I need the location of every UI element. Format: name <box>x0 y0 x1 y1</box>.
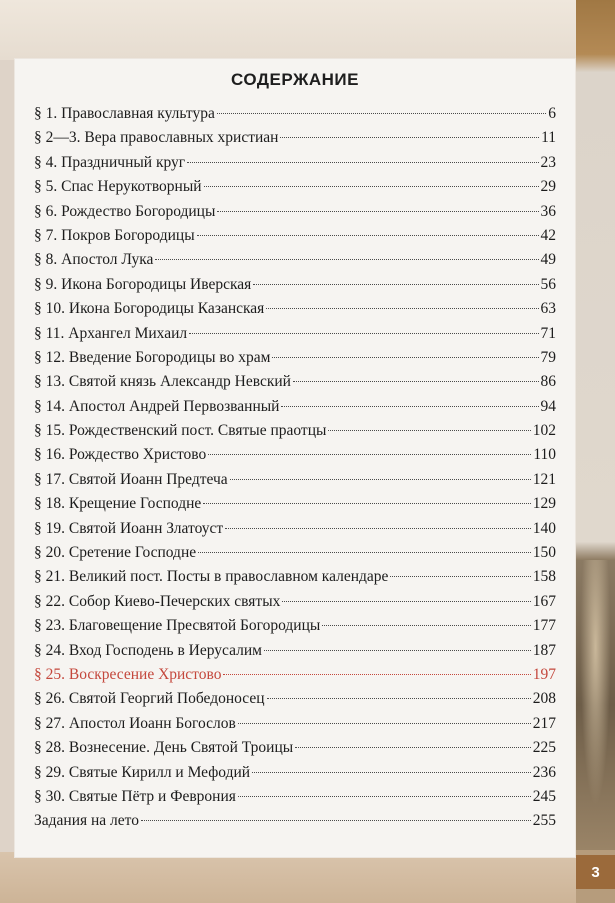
toc-entry-label: § 16. Рождество Христово <box>34 446 207 464</box>
dot-leader <box>267 698 531 699</box>
toc-entry <box>34 736 556 760</box>
toc-entry-page-number: 167 <box>532 592 556 610</box>
toc-entry <box>34 248 556 272</box>
toc-entry <box>34 443 556 467</box>
toc-entry <box>34 224 556 248</box>
toc-entry-page-number: 177 <box>532 617 556 635</box>
toc-entry <box>34 395 556 419</box>
dot-leader <box>198 552 531 553</box>
toc-entry-page-number: 236 <box>532 763 556 781</box>
toc-entry <box>34 175 556 199</box>
page-top-band <box>0 0 580 60</box>
dot-leader <box>390 576 530 577</box>
page-bottom-band <box>0 852 576 903</box>
toc-entry-page-number: 79 <box>540 348 556 366</box>
dot-leader <box>293 381 539 382</box>
toc-entry-label: § 1. Православная культура <box>34 105 215 122</box>
toc-entry-label: § 11. Архангел Михаил <box>34 324 188 342</box>
toc-entry-page-number: 11 <box>541 129 556 147</box>
toc-entry-label: § 27. Апостол Иоанн Богослов <box>34 714 236 732</box>
toc-entry-page-number: 63 <box>540 300 556 318</box>
toc-entry-label: Задания на лето <box>34 812 139 830</box>
toc-entry-label: § 15. Рождественский пост. Святые праотцы <box>34 422 327 440</box>
toc-entry <box>34 273 556 297</box>
toc-entry <box>34 687 556 711</box>
toc-entry-label: § 25. Воскресение Христово <box>34 665 222 683</box>
toc-entry <box>34 468 556 492</box>
toc-entry-page-number: 255 <box>532 812 556 830</box>
toc-entry <box>34 297 556 321</box>
dot-leader <box>155 259 538 260</box>
toc-entry-page-number: 225 <box>532 739 556 757</box>
toc-entry-page-number: 158 <box>532 568 556 586</box>
toc-entry-label: § 13. Святой князь Александр Невский <box>34 373 291 391</box>
toc-entry-label: § 29. Святые Кирилл и Мефодий <box>34 763 251 781</box>
toc-entry <box>34 541 556 565</box>
toc-entry-label: § 23. Благовещение Пресвятой Богородицы <box>34 617 321 635</box>
toc-entry <box>34 565 556 589</box>
toc-entry-page-number: 197 <box>532 665 556 683</box>
dot-leader <box>238 796 531 797</box>
dot-leader <box>225 528 531 529</box>
dot-leader <box>280 137 539 138</box>
toc-entry-page-number: 187 <box>532 641 556 659</box>
dot-leader <box>141 820 531 821</box>
toc-entry-page-number: 23 <box>540 153 556 171</box>
dot-leader <box>217 113 546 114</box>
toc-entry-label: § 18. Крещение Господне <box>34 495 202 513</box>
toc-entry-label: § 12. Введение Богородицы во храм <box>34 348 271 366</box>
toc-entry-label: § 9. Икона Богородицы Иверская <box>34 275 252 293</box>
toc-entry-page-number: 140 <box>532 519 556 537</box>
toc-entry-page-number: 110 <box>533 446 556 464</box>
toc-entry-label: § 21. Великий пост. Посты в православном календаре <box>34 568 389 586</box>
toc-entry-label: § 6. Рождество Богородицы <box>34 202 216 220</box>
toc-entry <box>34 590 556 614</box>
toc-entry-label: § 17. Святой Иоанн Предтеча <box>34 470 228 488</box>
toc-entry <box>34 151 556 175</box>
dot-leader <box>282 601 530 602</box>
toc-entry-label: § 26. Святой Георгий Победоносец <box>34 690 265 708</box>
toc-entry <box>34 712 556 736</box>
page-title: СОДЕРЖАНИЕ <box>231 70 359 89</box>
toc-entry-label: § 28. Вознесение. День Святой Троицы <box>34 739 294 757</box>
dot-leader <box>208 454 531 455</box>
dot-leader <box>230 479 531 480</box>
toc-entry-page-number: 102 <box>532 422 556 440</box>
page-number: 3 <box>576 855 615 889</box>
toc-entry <box>34 517 556 541</box>
toc-entry <box>34 492 556 516</box>
dot-leader <box>264 650 531 651</box>
toc-entry-label: § 7. Покров Богородицы <box>34 226 195 244</box>
toc-entry-label: § 2—3. Вера православных христиан <box>34 129 279 147</box>
dot-leader <box>266 308 538 309</box>
toc-entry-label: § 4. Праздничный круг <box>34 153 186 171</box>
toc-entry <box>34 663 556 687</box>
toc-entry-page-number: 42 <box>540 226 556 244</box>
toc-entry-page-number: 245 <box>532 787 556 805</box>
toc-entry-label: § 8. Апостол Лука <box>34 251 154 269</box>
toc-entry <box>34 785 556 809</box>
dot-leader <box>204 186 539 187</box>
toc-entry <box>34 639 556 663</box>
dot-leader <box>295 747 531 748</box>
dot-leader <box>328 430 530 431</box>
dot-leader <box>253 284 538 285</box>
toc-entry-page-number: 86 <box>540 373 556 391</box>
dot-leader <box>197 235 539 236</box>
toc-entry-page-number: 150 <box>532 544 556 562</box>
toc-entry-page-number: 56 <box>540 275 556 293</box>
dot-leader <box>322 625 530 626</box>
toc-entry-label: § 22. Собор Киево-Печерских святых <box>34 592 281 610</box>
icon-illustration <box>576 560 615 850</box>
dot-leader <box>187 162 538 163</box>
toc-entry <box>34 761 556 785</box>
dot-leader <box>203 503 530 504</box>
table-of-contents <box>34 102 556 834</box>
toc-entry-page-number: 49 <box>540 251 556 269</box>
toc-entry-label: § 14. Апостол Андрей Первозванный <box>34 397 280 415</box>
toc-entry-page-number: 94 <box>540 397 556 415</box>
dot-leader <box>272 357 538 358</box>
toc-entry-page-number: 6 <box>548 105 556 122</box>
toc-entry-label: § 10. Икона Богородицы Казанская <box>34 300 265 318</box>
toc-entry <box>34 322 556 346</box>
toc-entry-page-number: 29 <box>540 178 556 196</box>
toc-entry <box>34 346 556 370</box>
toc-entry-label: § 24. Вход Господень в Иерусалим <box>34 641 262 659</box>
toc-entry-page-number: 129 <box>532 495 556 513</box>
toc-entry-page-number: 121 <box>532 470 556 488</box>
toc-entry-page-number: 71 <box>540 324 556 342</box>
toc-entry <box>34 809 556 833</box>
dot-leader <box>252 772 531 773</box>
dot-leader <box>281 406 538 407</box>
toc-entry <box>34 126 556 150</box>
dot-leader <box>217 211 538 212</box>
toc-entry <box>34 102 556 126</box>
toc-entry <box>34 370 556 394</box>
toc-entry-page-number: 208 <box>532 690 556 708</box>
toc-entry-label: § 20. Сретение Господне <box>34 544 197 562</box>
toc-entry <box>34 200 556 224</box>
toc-entry-page-number: 36 <box>540 202 556 220</box>
toc-entry-label: § 30. Святые Пётр и Феврония <box>34 787 236 805</box>
dot-leader <box>189 333 538 334</box>
toc-entry-label: § 19. Святой Иоанн Златоуст <box>34 519 224 537</box>
toc-entry <box>34 419 556 443</box>
toc-entry-page-number: 217 <box>532 714 556 732</box>
toc-entry <box>34 614 556 638</box>
dot-leader <box>238 723 531 724</box>
toc-entry-label: § 5. Спас Нерукотворный <box>34 178 202 196</box>
dot-leader <box>223 674 530 675</box>
